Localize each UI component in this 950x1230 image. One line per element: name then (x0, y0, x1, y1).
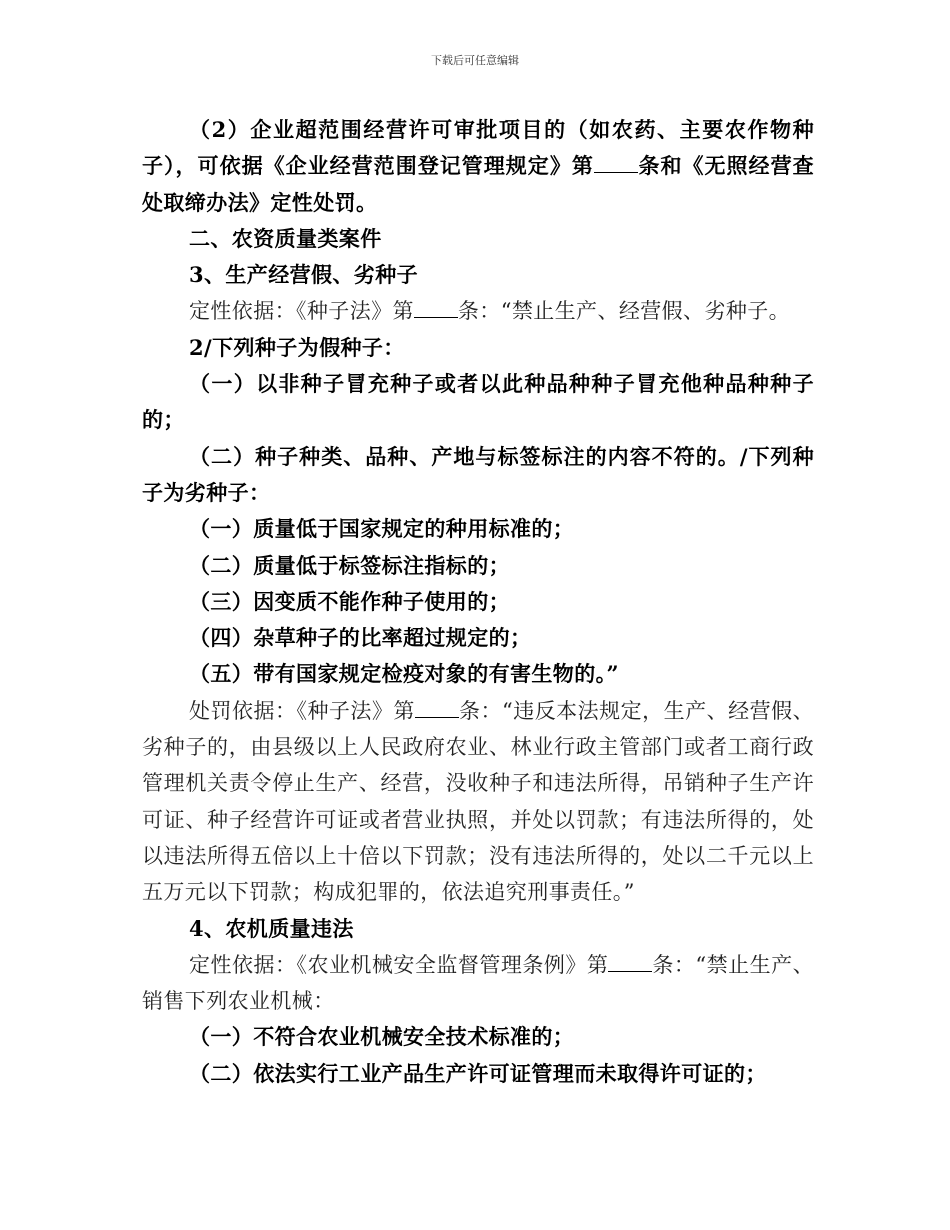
blank-line (594, 154, 638, 173)
text-segment: 条：“违反本法规定，生产、经营假、劣种子的，由县级以上人民政府农业、林业行政主管部门或者工商行政管理机关责令停止生产、经营，没收种子和违法所得，吊销种子生产许可证、种子经营许可证或者营业执照，并处以罚款；有违法所得的，处以违法所得五倍以上十倍以下罚款；没有违法所得的，处以二千元以上五万元以下罚款；构成犯罪的，依法追究刑事责任。” (142, 698, 814, 905)
fake-seed-item-1: （一）以非种子冒充种子或者以此种品种种子冒充他种品种种子的； (142, 371, 814, 433)
bad-seed-item-2: （二）质量低于标签标注指标的； (189, 552, 510, 578)
text-segment: 定性依据：《农业机械安全监督管理条例》第 (189, 952, 609, 977)
bad-seed-item-1: （一）质量低于国家规定的种用标准的； (189, 516, 575, 542)
text-segment: 处罚依据：《种子法》第 (189, 698, 415, 723)
text-segment: 条和《无照经营查处取缔办法》定性处罚。 (142, 153, 814, 215)
bad-seed-item-5: （五）带有国家规定检疫对象的有害生物的。” (189, 661, 619, 687)
text-segment: 定性依据：《种子法》第 (189, 299, 414, 324)
blank-line (415, 699, 459, 718)
text-segment: 条：“禁止生产、经营假、劣种子。 (457, 299, 791, 324)
text-segment: （2）企业超范围经营许可审批项目的（如农药、主要农作物种子），可依据《企业经营范围登记管理规定》第 (142, 117, 814, 179)
paragraph-scope-violation (142, 112, 814, 221)
item-heading-seeds: 3、生产经营假、劣种子 (189, 262, 419, 288)
bad-seed-item-4: （四）杂草种子的比率超过规定的； (189, 625, 532, 651)
document-body (142, 112, 814, 1092)
bad-seed-item-3: （三）因变质不能作种子使用的； (189, 588, 510, 614)
blank-line (414, 299, 458, 318)
section-heading: 二、农资质量类案件 (189, 225, 382, 251)
machinery-item-1: （一）不符合农业机械安全技术标准的； (189, 1024, 575, 1050)
penalty-basis-seeds (142, 693, 814, 911)
qualitative-basis-seeds (142, 293, 814, 329)
item-heading-machinery: 4、农机质量违法 (189, 915, 354, 941)
text-segment: 条：“禁止生产、销售下列农业机械： (142, 952, 815, 1014)
machinery-item-2: （二）依法实行工业产品生产许可证管理而未取得许可证的； (189, 1060, 767, 1086)
fake-seed-intro: 2/下列种子为假种子： (189, 334, 405, 360)
fake-seed-item-2: （二）种子种类、品种、产地与标签标注的内容不符的。/下列种子为劣种子： (142, 443, 814, 505)
page-header: 下载后可任意编辑 (431, 54, 519, 67)
blank-line (608, 953, 652, 972)
qualitative-basis-machinery (142, 947, 814, 1020)
